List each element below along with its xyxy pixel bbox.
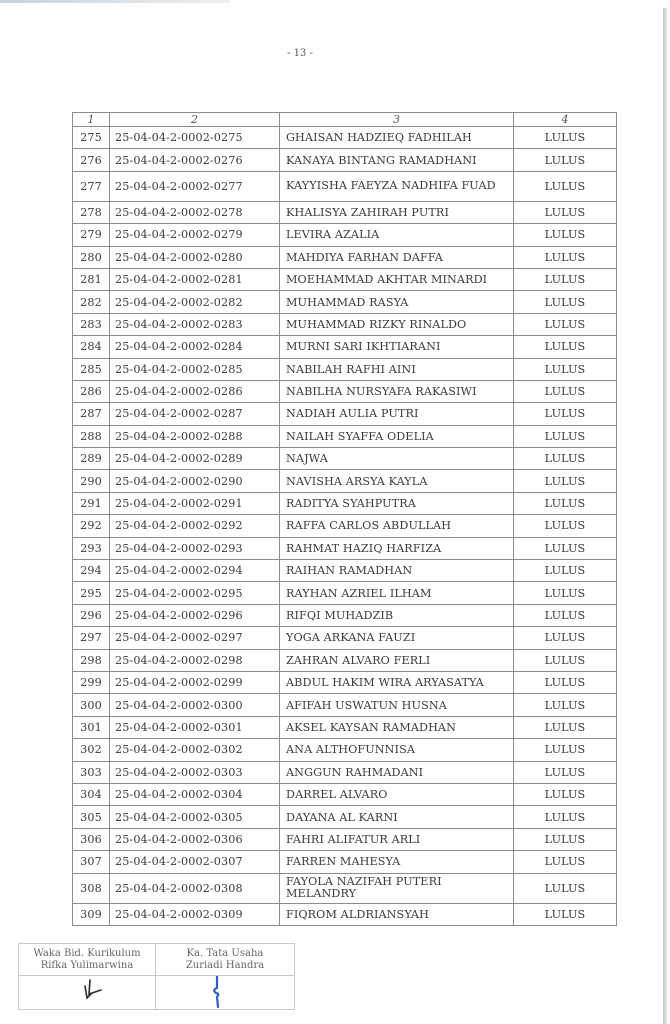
status: LULUS [514,649,617,671]
student-name: KHALISYA ZAHIRAH PUTRI [280,201,514,223]
table-row [73,380,617,402]
exam-number: 25-04-04-2-0002-0279 [110,224,280,246]
status: LULUS [514,246,617,268]
row-number: 281 [73,268,110,290]
row-number: 300 [73,694,110,716]
table-row [73,171,617,201]
student-name: RAIHAN RAMADHAN [280,560,514,582]
row-number: 302 [73,739,110,761]
table-row [73,671,617,693]
status: LULUS [514,201,617,223]
status: LULUS [514,448,617,470]
signature-right-name: Zuriadi Handra [185,959,265,971]
student-name: ANGGUN RAHMADANI [280,761,514,783]
exam-number: 25-04-04-2-0002-0291 [110,492,280,514]
page-number: - 13 - [287,48,313,59]
row-number: 290 [73,470,110,492]
student-name: AKSEL KAYSAN RAMADHAN [280,716,514,738]
status: LULUS [514,783,617,805]
table-row [73,694,617,716]
student-name: NABILAH RAFHI AINI [280,358,514,380]
status: LULUS [514,716,617,738]
row-number: 294 [73,560,110,582]
student-name: NAVISHA ARSYA KAYLA [280,470,514,492]
header-col-1: 1 [73,113,110,127]
table-header-row [73,113,617,127]
table-row [73,604,617,626]
student-name: FAHRI ALIFATUR ARLI [280,828,514,850]
table-row [73,828,617,850]
table-row [73,336,617,358]
exam-number: 25-04-04-2-0002-0287 [110,403,280,425]
student-name: NAILAH SYAFFA ODELIA [280,425,514,447]
student-name: RAHMAT HAZIQ HARFIZA [280,537,514,559]
exam-number: 25-04-04-2-0002-0289 [110,448,280,470]
signature-right-role: Ka. Tata Usaha [186,948,264,959]
exam-number: 25-04-04-2-0002-0307 [110,851,280,873]
exam-number: 25-04-04-2-0002-0290 [110,470,280,492]
student-name: GHAISAN HADZIEQ FADHILAH [280,127,514,149]
table-row [73,268,617,290]
student-name: MOEHAMMAD AKHTAR MINARDI [280,268,514,290]
exam-number: 25-04-04-2-0002-0284 [110,336,280,358]
student-name: ZAHRAN ALVARO FERLI [280,649,514,671]
student-name: FARREN MAHESYA [280,851,514,873]
row-number: 299 [73,671,110,693]
signature-left-area [19,976,156,1009]
scan-right-edge [663,8,667,1024]
row-number: 283 [73,313,110,335]
exam-number: 25-04-04-2-0002-0286 [110,380,280,402]
exam-number: 25-04-04-2-0002-0308 [110,873,280,903]
status: LULUS [514,671,617,693]
row-number: 288 [73,425,110,447]
student-name: KANAYA BINTANG RAMADHANI [280,149,514,171]
status: LULUS [514,336,617,358]
status: LULUS [514,127,617,149]
exam-number: 25-04-04-2-0002-0296 [110,604,280,626]
table-row [73,783,617,805]
exam-number: 25-04-04-2-0002-0282 [110,291,280,313]
exam-number: 25-04-04-2-0002-0275 [110,127,280,149]
status: LULUS [514,694,617,716]
exam-number: 25-04-04-2-0002-0293 [110,537,280,559]
student-name: ANA ALTHOFUNNISA [280,739,514,761]
table-row [73,537,617,559]
student-name: RAFFA CARLOS ABDULLAH [280,515,514,537]
signature-right-label [156,944,294,976]
student-name: MAHDIYA FARHAN DAFFA [280,246,514,268]
status: LULUS [514,761,617,783]
exam-number: 25-04-04-2-0002-0306 [110,828,280,850]
row-number: 292 [73,515,110,537]
student-name: RAYHAN AZRIEL ILHAM [280,582,514,604]
table-row [73,716,617,738]
table-row [73,492,617,514]
row-number: 304 [73,783,110,805]
table-row [73,291,617,313]
status: LULUS [514,470,617,492]
student-name: RIFQI MUHADZIB [280,604,514,626]
header-col-3: 3 [280,113,514,127]
row-number: 279 [73,224,110,246]
exam-number: 25-04-04-2-0002-0288 [110,425,280,447]
exam-number: 25-04-04-2-0002-0292 [110,515,280,537]
row-number: 282 [73,291,110,313]
table-row [73,425,617,447]
student-name: ABDUL HAKIM WIRA ARYASATYA [280,671,514,693]
exam-number: 25-04-04-2-0002-0300 [110,694,280,716]
table-row [73,246,617,268]
graduation-results-table [72,112,617,926]
student-name: LEVIRA AZALIA [280,224,514,246]
status: LULUS [514,358,617,380]
student-name: RADITYA SYAHPUTRA [280,492,514,514]
table-row [73,761,617,783]
table-row [73,649,617,671]
header-col-4: 4 [514,113,617,127]
table-row [73,739,617,761]
signature-left-icon [19,976,156,1009]
table-row [73,313,617,335]
status: LULUS [514,224,617,246]
student-name: MURNI SARI IKHTIARANI [280,336,514,358]
student-name: DAYANA AL KARNI [280,806,514,828]
status: LULUS [514,171,617,201]
row-number: 295 [73,582,110,604]
row-number: 298 [73,649,110,671]
status: LULUS [514,403,617,425]
table-row [73,448,617,470]
table-row [73,873,617,903]
exam-number: 25-04-04-2-0002-0294 [110,560,280,582]
status: LULUS [514,560,617,582]
row-number: 305 [73,806,110,828]
table-row [73,201,617,223]
status: LULUS [514,903,617,925]
exam-number: 25-04-04-2-0002-0301 [110,716,280,738]
exam-number: 25-04-04-2-0002-0309 [110,903,280,925]
table-row [73,627,617,649]
exam-number: 25-04-04-2-0002-0285 [110,358,280,380]
table-row [73,470,617,492]
status: LULUS [514,492,617,514]
signature-left-role: Waka Bid. Kurikulum [33,948,141,959]
row-number: 287 [73,403,110,425]
exam-number: 25-04-04-2-0002-0297 [110,627,280,649]
row-number: 296 [73,604,110,626]
row-number: 307 [73,851,110,873]
exam-number: 25-04-04-2-0002-0295 [110,582,280,604]
row-number: 306 [73,828,110,850]
status: LULUS [514,425,617,447]
row-number: 303 [73,761,110,783]
student-name: DARREL ALVARO [280,783,514,805]
header-col-2: 2 [110,113,280,127]
status: LULUS [514,313,617,335]
row-number: 276 [73,149,110,171]
student-name: YOGA ARKANA FAUZI [280,627,514,649]
student-name: KAYYISHA FAEYZA NADHIFA FUAD [280,171,514,201]
exam-number: 25-04-04-2-0002-0304 [110,783,280,805]
row-number: 301 [73,716,110,738]
table-row [73,582,617,604]
signature-right-icon [156,976,294,1009]
exam-number: 25-04-04-2-0002-0305 [110,806,280,828]
status: LULUS [514,627,617,649]
student-name: NADIAH AULIA PUTRI [280,403,514,425]
status: LULUS [514,268,617,290]
exam-number: 25-04-04-2-0002-0277 [110,171,280,201]
table-row [73,515,617,537]
signature-left-name: Rifka Yulimarwina [40,959,134,971]
row-number: 280 [73,246,110,268]
row-number: 285 [73,358,110,380]
exam-number: 25-04-04-2-0002-0278 [110,201,280,223]
exam-number: 25-04-04-2-0002-0276 [110,149,280,171]
row-number: 277 [73,171,110,201]
row-number: 291 [73,492,110,514]
row-number: 309 [73,903,110,925]
table-row [73,127,617,149]
row-number: 293 [73,537,110,559]
status: LULUS [514,149,617,171]
student-name: MUHAMMAD RASYA [280,291,514,313]
status: LULUS [514,806,617,828]
exam-number: 25-04-04-2-0002-0280 [110,246,280,268]
table-row [73,903,617,925]
status: LULUS [514,739,617,761]
student-name: NAJWA [280,448,514,470]
table-row [73,560,617,582]
scan-top-edge [0,0,230,3]
exam-number: 25-04-04-2-0002-0302 [110,739,280,761]
row-number: 275 [73,127,110,149]
row-number: 278 [73,201,110,223]
table-body [73,127,617,926]
status: LULUS [514,604,617,626]
status: LULUS [514,537,617,559]
exam-number: 25-04-04-2-0002-0303 [110,761,280,783]
table-row [73,149,617,171]
row-number: 284 [73,336,110,358]
table-row [73,851,617,873]
student-name: FIQROM ALDRIANSYAH [280,903,514,925]
status: LULUS [514,873,617,903]
signature-left-label [19,944,156,976]
row-number: 308 [73,873,110,903]
status: LULUS [514,851,617,873]
table-row [73,403,617,425]
status: LULUS [514,291,617,313]
row-number: 297 [73,627,110,649]
signature-right-area [156,976,294,1009]
student-name: FAYOLA NAZIFAH PUTERI MELANDRY [280,873,514,903]
student-name: MUHAMMAD RIZKY RINALDO [280,313,514,335]
signature-box [18,943,295,1010]
exam-number: 25-04-04-2-0002-0281 [110,268,280,290]
exam-number: 25-04-04-2-0002-0283 [110,313,280,335]
student-name: NABILHA NURSYAFA RAKASIWI [280,380,514,402]
status: LULUS [514,828,617,850]
exam-number: 25-04-04-2-0002-0299 [110,671,280,693]
row-number: 289 [73,448,110,470]
table-row [73,806,617,828]
student-name: AFIFAH USWATUN HUSNA [280,694,514,716]
table-row [73,358,617,380]
table-row [73,224,617,246]
status: LULUS [514,380,617,402]
status: LULUS [514,515,617,537]
exam-number: 25-04-04-2-0002-0298 [110,649,280,671]
status: LULUS [514,582,617,604]
row-number: 286 [73,380,110,402]
